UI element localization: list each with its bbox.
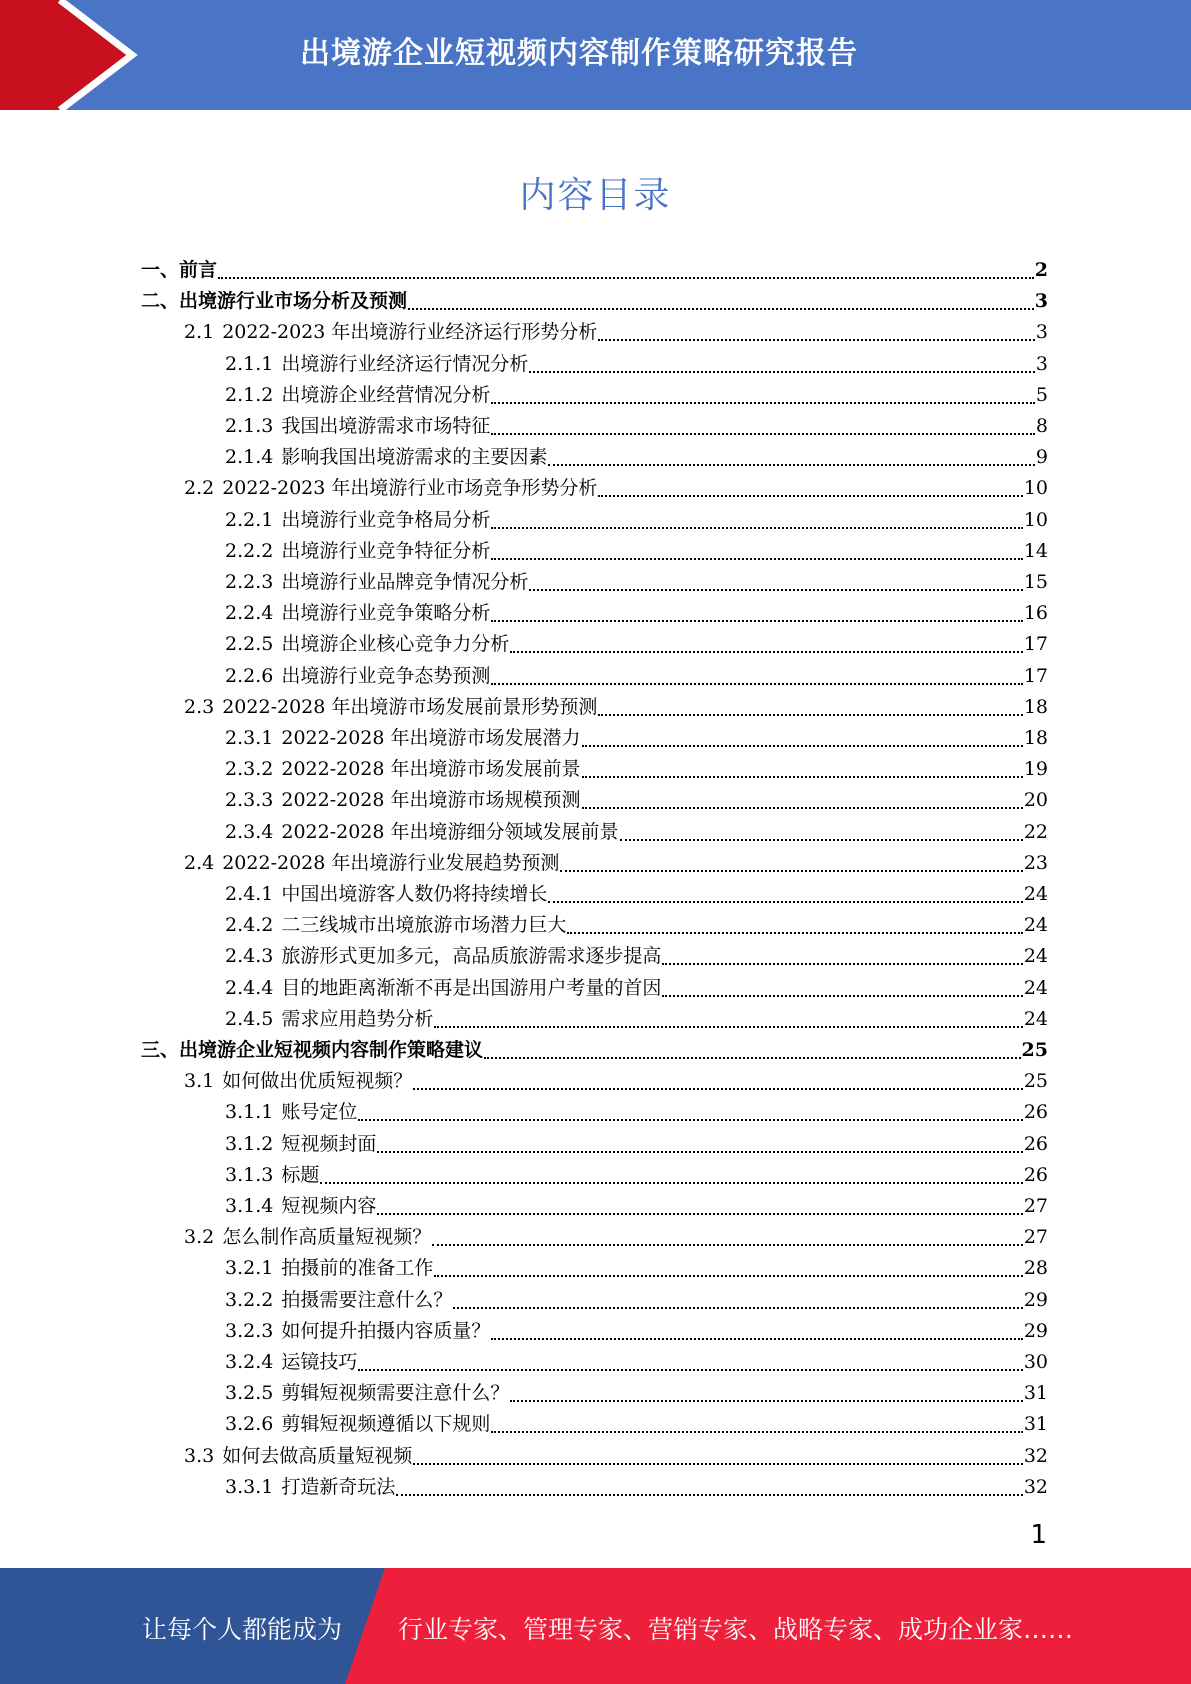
toc-entry-title: 二三线城市出境旅游市场潜力巨大 <box>281 914 567 937</box>
toc-entry-title: 2022-2023 年出境游行业市场竞争形势分析 <box>222 477 598 500</box>
toc-entry-number: 3.1.3 <box>225 1163 274 1186</box>
toc-entry[interactable] <box>225 1129 1048 1160</box>
toc-entry-number: 2.1.1 <box>225 352 274 375</box>
toc-leader-dots <box>620 839 1023 841</box>
toc-leader-dots <box>510 651 1022 653</box>
toc-entry-number: 2.2.6 <box>225 664 274 687</box>
toc-entry-number: 3.1.1 <box>225 1101 274 1124</box>
toc-entry[interactable] <box>225 941 1048 972</box>
toc-entry-page: 25 <box>1021 1039 1048 1061</box>
toc-entry[interactable] <box>141 255 1048 286</box>
toc-entry-title: 旅游形式更加多元，高品质旅游需求逐步提高 <box>281 945 662 968</box>
toc-entry-page: 20 <box>1023 789 1048 812</box>
header-band <box>0 0 1191 110</box>
toc-entry-title: 出境游行业竞争策略分析 <box>281 602 491 625</box>
toc-entry[interactable] <box>225 785 1048 816</box>
toc-leader-dots <box>510 1400 1022 1402</box>
toc-entry-title: 出境游行业竞争格局分析 <box>281 508 491 531</box>
toc-entry-title: 2022-2023 年出境游行业经济运行形势分析 <box>222 321 598 344</box>
toc-entry-title: 2022-2028 年出境游市场发展前景形势预测 <box>222 695 598 718</box>
toc-entry-page: 8 <box>1035 415 1048 437</box>
toc-entry[interactable] <box>225 910 1048 941</box>
toc-leader-dots <box>434 1026 1022 1028</box>
toc-entry-number: 3.2.1 <box>225 1257 274 1280</box>
toc-entry-title: 如何做出优质短视频？ <box>222 1070 413 1093</box>
toc-entry-title: 出境游行业品牌竞争情况分析 <box>281 571 529 593</box>
toc-entry-title: 2022-2028 年出境游市场发展潜力 <box>281 727 581 749</box>
toc-leader-dots <box>432 1244 1023 1246</box>
toc-leader-dots <box>218 277 1034 279</box>
toc-entry[interactable] <box>225 411 1048 442</box>
toc-entry[interactable] <box>225 723 1048 754</box>
toc-entry-title: 出境游企业核心竞争力分析 <box>281 633 510 656</box>
toc-entry-title: 中国出境游客人数仍将持续增长 <box>281 883 548 905</box>
toc-entry-title: 出境游行业竞争态势预测 <box>281 664 491 687</box>
toc-entry-number: 2.1 <box>184 321 215 344</box>
toc-entry-page: 25 <box>1023 1070 1048 1093</box>
toc-entry[interactable] <box>225 505 1048 536</box>
toc-entry[interactable] <box>225 1378 1048 1409</box>
footer-roles: 行业专家、管理专家、营销专家、战略专家、成功企业家…… <box>398 1615 1074 1644</box>
toc-entry-number: 2.3 <box>184 695 215 718</box>
toc-entry[interactable] <box>225 1191 1048 1222</box>
toc-entry-number: 2.1.4 <box>225 446 274 469</box>
toc-entry-page: 9 <box>1035 446 1048 469</box>
toc-leader-dots <box>358 1369 1022 1371</box>
toc-entry-number: 2.4.5 <box>225 1007 274 1030</box>
toc-entry-page: 26 <box>1023 1132 1048 1155</box>
toc-entry-title: 出境游企业经营情况分析 <box>281 383 491 406</box>
toc-entry-title: 我国出境游需求市场特征 <box>281 415 491 437</box>
toc-entry[interactable] <box>225 879 1048 910</box>
toc-entry-title: 2022-2028 年出境游细分领域发展前景 <box>281 820 619 843</box>
toc-entry-number: 2.4.4 <box>225 976 274 999</box>
toc-entry-number: 3.1.2 <box>225 1132 274 1155</box>
toc-entry-title: 出境游行业经济运行情况分析 <box>281 352 529 375</box>
toc-entry-number: 2.4.3 <box>225 945 274 968</box>
toc-leader-dots <box>484 1057 1021 1059</box>
toc-entry-page: 3 <box>1034 290 1048 313</box>
toc-entry[interactable] <box>225 817 1048 848</box>
toc-entry[interactable] <box>225 1472 1048 1503</box>
toc-entry-number: 2.3.4 <box>225 820 274 843</box>
toc-entry-number: 3.2.2 <box>225 1288 274 1311</box>
toc-leader-dots <box>491 683 1022 685</box>
toc-entry-page: 24 <box>1023 1007 1048 1030</box>
toc-entry-page: 5 <box>1035 383 1048 406</box>
toc-entry-title: 需求应用趋势分析 <box>281 1007 434 1030</box>
toc-entry-title: 如何去做高质量短视频 <box>222 1444 413 1467</box>
toc-entry-number: 3.2.6 <box>225 1413 274 1436</box>
toc-entry-number: 3.2.5 <box>225 1382 274 1405</box>
toc-leader-dots <box>491 1431 1022 1433</box>
toc-leader-dots <box>529 371 1035 373</box>
toc-leader-dots <box>491 402 1035 404</box>
toc-entry-title: 目的地距离渐渐不再是出国游用户考量的首因 <box>281 976 662 999</box>
toc-leader-dots <box>529 589 1022 591</box>
toc-entry-number: 2.2.1 <box>225 508 274 531</box>
toc-entry-number: 3.3 <box>184 1444 215 1467</box>
toc-entry-title: 出境游企业短视频内容制作策略建议 <box>179 1039 484 1061</box>
toc-entry-page: 19 <box>1023 758 1048 781</box>
toc-entry-page: 28 <box>1023 1257 1048 1280</box>
toc-entry-page: 27 <box>1023 1226 1048 1249</box>
toc-leader-dots <box>598 339 1035 341</box>
toc-entry[interactable] <box>225 661 1048 692</box>
toc-entry-page: 26 <box>1023 1101 1048 1124</box>
toc-entry-title: 剪辑短视频遵循以下规则 <box>281 1413 491 1436</box>
footer-slogan: 让每个人都能成为 <box>142 1615 343 1644</box>
toc-entry[interactable] <box>225 1253 1048 1284</box>
toc-entry[interactable] <box>184 473 1048 504</box>
toc-leader-dots <box>413 1463 1023 1465</box>
toc-entry-number: 2.2.4 <box>225 602 274 625</box>
toc-entry[interactable] <box>225 380 1048 411</box>
toc-leader-dots <box>582 807 1023 809</box>
toc-entry-number: 2.2.3 <box>225 571 274 593</box>
toc-entry-title: 剪辑短视频需要注意什么？ <box>281 1382 510 1405</box>
toc-entry-page: 3 <box>1035 352 1048 375</box>
report-title: 出境游企业短视频内容制作策略研究报告 <box>300 36 858 71</box>
toc-entry-page: 2 <box>1034 259 1048 281</box>
toc-entry-number: 3.1.4 <box>225 1195 274 1217</box>
toc-leader-dots <box>662 995 1022 997</box>
toc-entry-number: 2.4.2 <box>225 914 274 937</box>
toc-entry-number: 二、 <box>141 290 180 313</box>
toc-leader-dots <box>434 1275 1022 1277</box>
toc-leader-dots <box>582 776 1023 778</box>
toc-entry-page: 24 <box>1023 914 1048 937</box>
toc-entry-page: 32 <box>1023 1475 1048 1498</box>
toc-entry-page: 22 <box>1023 820 1048 843</box>
toc-leader-dots <box>491 620 1022 622</box>
toc-leader-dots <box>598 495 1022 497</box>
toc-entry-page: 29 <box>1023 1288 1048 1311</box>
toc-leader-dots <box>377 1213 1022 1215</box>
toc-leader-dots <box>582 745 1023 747</box>
toc-entry-number: 2.2.2 <box>225 539 274 562</box>
toc-entry-title: 打造新奇玩法 <box>281 1475 396 1498</box>
header-arrow-icon <box>0 0 160 110</box>
toc-entry[interactable] <box>225 1316 1048 1347</box>
toc-entry-title: 标题 <box>281 1163 320 1186</box>
toc-entry-number: 3.2.4 <box>225 1351 274 1373</box>
toc-entry-title: 出境游行业竞争特征分析 <box>281 539 491 562</box>
toc-leader-dots <box>548 464 1035 466</box>
toc-entry[interactable] <box>225 442 1048 473</box>
toc-entry-title: 运镜技巧 <box>281 1351 358 1373</box>
toc-entry[interactable] <box>184 692 1048 723</box>
toc-entry-number: 2.4 <box>184 851 215 874</box>
toc-entry-page: 10 <box>1023 508 1048 531</box>
toc-entry-page: 26 <box>1023 1163 1048 1186</box>
toc-entry-title: 拍摄需要注意什么？ <box>281 1288 453 1311</box>
toc-entry-page: 24 <box>1023 976 1048 999</box>
toc-entry-page: 31 <box>1023 1382 1048 1405</box>
toc-entry[interactable] <box>225 1004 1048 1035</box>
toc-entry-number: 三、 <box>141 1039 180 1061</box>
toc-entry-number: 2.3.2 <box>225 758 274 781</box>
toc-entry-number: 2.2 <box>184 477 215 500</box>
toc-entry-title: 短视频内容 <box>281 1195 377 1217</box>
footer-band <box>0 1568 1191 1684</box>
toc-entry[interactable] <box>225 349 1048 380</box>
toc-entry-page: 3 <box>1035 321 1048 344</box>
toc-entry[interactable] <box>184 317 1048 348</box>
toc-entry-number: 2.3.3 <box>225 789 274 812</box>
toc-entry-page: 16 <box>1023 602 1048 625</box>
toc-leader-dots <box>491 558 1022 560</box>
toc-entry[interactable] <box>225 973 1048 1004</box>
toc-entry-number: 2.1.3 <box>225 415 274 437</box>
toc-heading: 内容目录 <box>519 175 672 216</box>
toc-leader-dots <box>491 433 1035 435</box>
toc-entry-page: 14 <box>1023 539 1048 562</box>
toc-entry-page: 18 <box>1023 727 1048 749</box>
toc-entry[interactable] <box>225 1347 1048 1378</box>
toc-entry[interactable] <box>141 1035 1048 1066</box>
toc-entry-title: 影响我国出境游需求的主要因素 <box>281 446 548 469</box>
toc-entry-page: 29 <box>1023 1319 1048 1342</box>
toc-leader-dots <box>598 714 1022 716</box>
toc-entry-page: 17 <box>1023 664 1048 687</box>
toc-leader-dots <box>453 1307 1022 1309</box>
toc-entry[interactable] <box>184 1066 1048 1097</box>
toc-leader-dots <box>560 870 1022 872</box>
toc-entry-page: 30 <box>1023 1351 1048 1373</box>
toc-entry-number: 2.3.1 <box>225 727 274 749</box>
toc-entry-title: 如何提升拍摄内容质量？ <box>281 1319 491 1342</box>
toc-entry-number: 3.2 <box>184 1226 215 1249</box>
toc-entry[interactable] <box>184 1441 1048 1472</box>
toc-leader-dots <box>396 1494 1022 1496</box>
toc-leader-dots <box>491 1338 1022 1340</box>
page-number: 1 <box>1030 1520 1047 1550</box>
toc-entry-page: 10 <box>1023 477 1048 500</box>
toc-entry-title: 怎么制作高质量短视频？ <box>222 1226 432 1249</box>
toc-entry-title: 2022-2028 年出境游市场发展前景 <box>281 758 581 781</box>
toc-entry[interactable] <box>184 848 1048 879</box>
toc-leader-dots <box>413 1088 1023 1090</box>
toc-entry-title: 前言 <box>179 259 218 281</box>
toc-entry-title: 2022-2028 年出境游市场规模预测 <box>281 789 581 812</box>
toc-entry-number: 2.2.5 <box>225 633 274 656</box>
toc-entry-page: 24 <box>1023 883 1048 905</box>
toc-leader-dots <box>548 901 1022 903</box>
toc-entry-page: 24 <box>1023 945 1048 968</box>
toc-entry[interactable] <box>225 1097 1048 1128</box>
toc-entry[interactable] <box>184 1222 1048 1253</box>
toc-leader-dots <box>567 932 1022 934</box>
toc-entry-page: 17 <box>1023 633 1048 656</box>
toc-entry[interactable] <box>225 536 1048 567</box>
toc-leader-dots <box>408 308 1034 310</box>
toc-leader-dots <box>377 1151 1022 1153</box>
toc-entry-page: 18 <box>1023 695 1048 718</box>
toc-entry-page: 27 <box>1023 1195 1048 1217</box>
toc-entry[interactable] <box>225 567 1048 598</box>
toc-leader-dots <box>491 527 1022 529</box>
toc-entry-number: 2.1.2 <box>225 383 274 406</box>
toc-entry-page: 31 <box>1023 1413 1048 1436</box>
toc-entry[interactable] <box>225 598 1048 629</box>
toc-entry-title: 短视频封面 <box>281 1132 377 1155</box>
toc-entry-title: 账号定位 <box>281 1101 358 1124</box>
toc-entry-title: 拍摄前的准备工作 <box>281 1257 434 1280</box>
toc-entry[interactable] <box>225 1285 1048 1316</box>
toc-entry-number: 3.3.1 <box>225 1475 274 1498</box>
toc-entry-number: 3.2.3 <box>225 1319 274 1342</box>
toc-entry-page: 23 <box>1023 851 1048 874</box>
toc-entry-title: 出境游行业市场分析及预测 <box>179 290 408 313</box>
toc-entry-number: 3.1 <box>184 1070 215 1093</box>
toc-entry-number: 一、 <box>141 259 180 281</box>
toc-entry[interactable] <box>225 754 1048 785</box>
toc-leader-dots <box>358 1119 1022 1121</box>
toc-entry-number: 2.4.1 <box>225 883 274 905</box>
toc-entry[interactable] <box>141 286 1048 317</box>
toc-entry[interactable] <box>225 1409 1048 1440</box>
toc-entry-title: 2022-2028 年出境游行业发展趋势预测 <box>222 851 560 874</box>
toc-entry[interactable] <box>225 1160 1048 1191</box>
toc-entry-page: 15 <box>1023 571 1048 593</box>
toc-leader-dots <box>320 1182 1022 1184</box>
toc-entry[interactable] <box>225 629 1048 660</box>
toc-leader-dots <box>662 963 1022 965</box>
toc-entry-page: 32 <box>1023 1444 1048 1467</box>
